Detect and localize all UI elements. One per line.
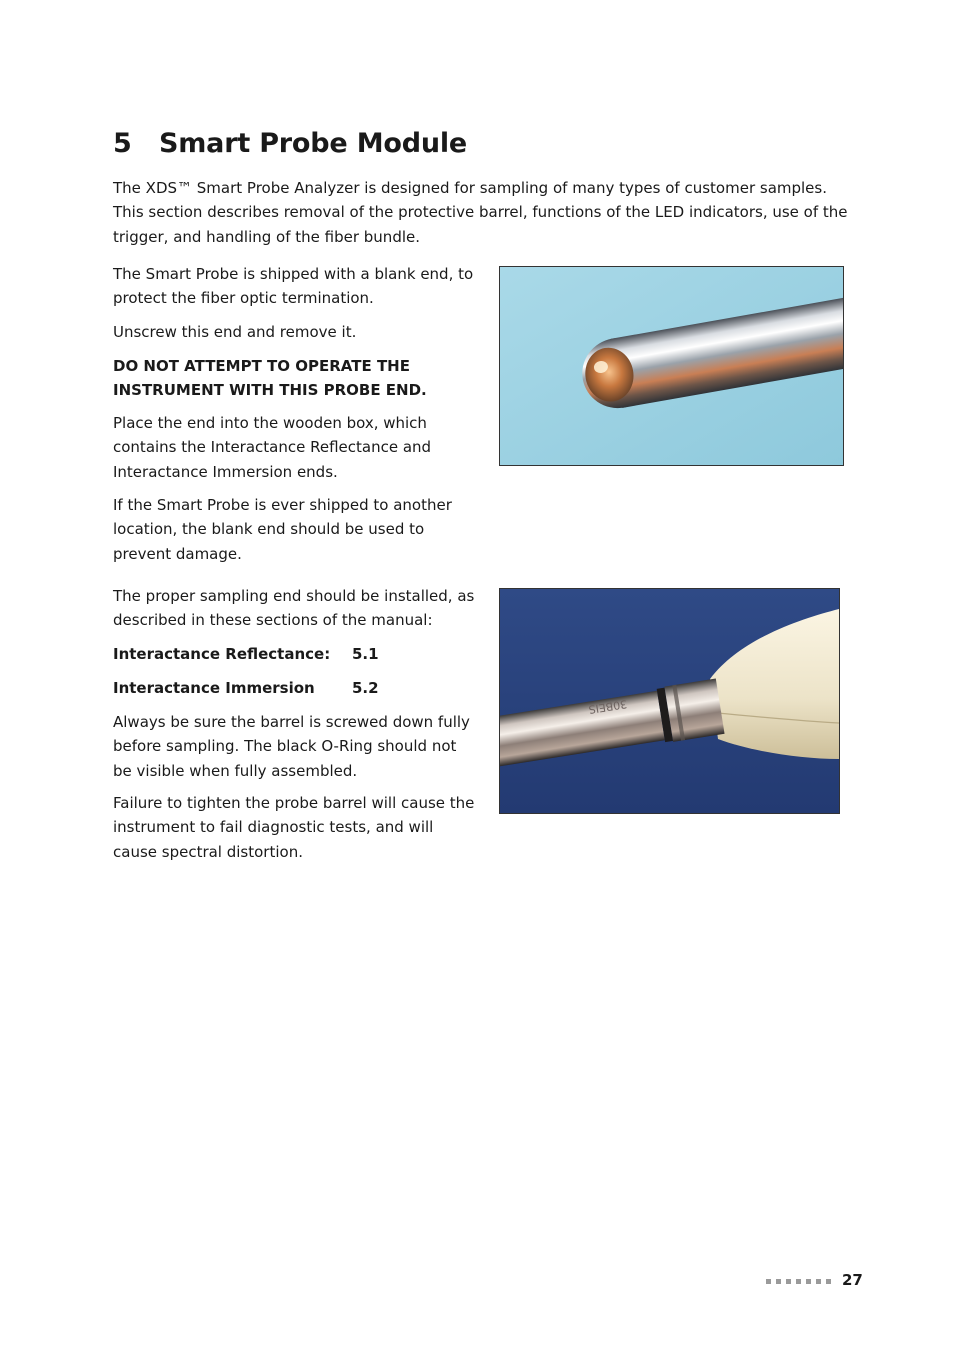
section-title: Smart Probe Module xyxy=(159,128,468,159)
probe-blank-end-photo xyxy=(499,266,844,466)
warning-text: DO NOT ATTEMPT TO OPERATE THE INSTRUMENT WITH THIS PROBE END. xyxy=(113,357,427,400)
ref-section-reflectance: 5.1 xyxy=(352,645,379,663)
ref-section-immersion: 5.2 xyxy=(352,679,379,697)
ref-label-immersion: Interactance Immersion xyxy=(113,679,315,697)
barrel-paragraph: Always be sure the barrel is screwed down fully before sampling. The black O-Ring should not be visible when fully assembled. xyxy=(113,713,470,780)
page-footer xyxy=(766,1268,863,1293)
page-number: 27 xyxy=(842,1271,863,1289)
probe-barrel-photo xyxy=(499,588,840,814)
ref-row-immersion xyxy=(113,676,379,700)
intro-paragraph: The XDS™ Smart Probe Analyzer is designed for sampling of many types of customer samples. This section describes removal of the protective barrel, functions of the LED indicators, use of the trigger, and handling of the fiber bundle. xyxy=(113,179,848,246)
wooden-box-paragraph: Place the end into the wooden box, which contains the Interactance Reflectance and Interactance Immersion ends. xyxy=(113,414,432,481)
engraving-text: 30BEIS xyxy=(587,697,628,717)
reship-paragraph: If the Smart Probe is ever shipped to another location, the blank end should be used to prevent damage. xyxy=(113,496,452,563)
unscrew-paragraph: Unscrew this end and remove it. xyxy=(113,323,357,341)
shipping-paragraph: The Smart Probe is shipped with a blank end, to protect the fiber optic termination. xyxy=(113,265,474,308)
failure-paragraph: Failure to tighten the probe barrel will cause the instrument to fail diagnostic tests, and will cause spectral distortion. xyxy=(113,794,475,861)
footer-dots xyxy=(766,1269,836,1293)
sampling-end-paragraph: The proper sampling end should be installed, as described in these sections of the manual: xyxy=(113,587,475,630)
ref-row-reflectance xyxy=(113,642,379,666)
section-number: 5 xyxy=(113,128,132,159)
section-heading xyxy=(113,128,467,159)
ref-label-reflectance: Interactance Reflectance: xyxy=(113,645,331,663)
